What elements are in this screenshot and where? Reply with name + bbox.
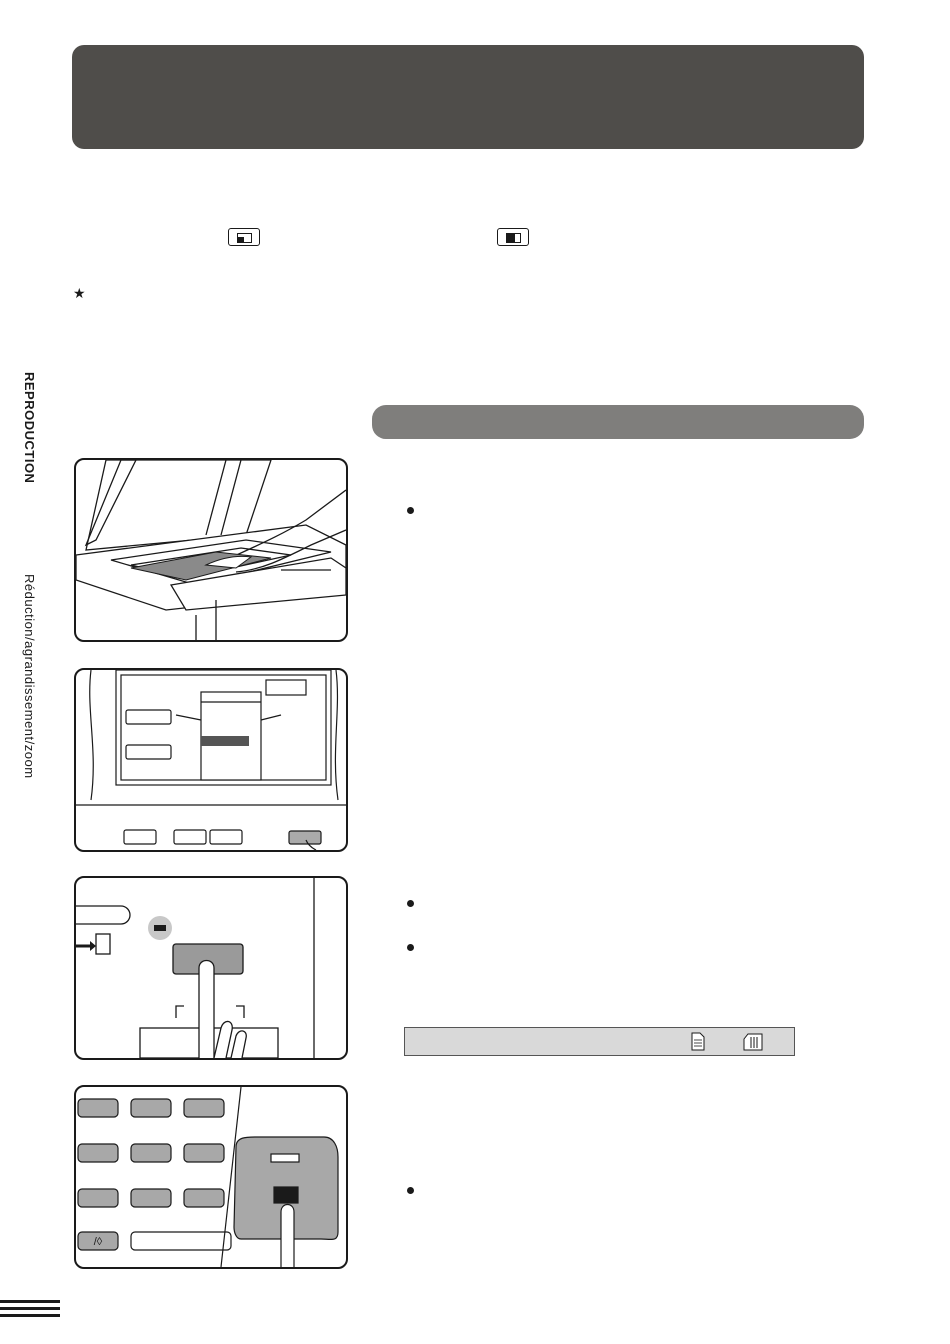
svg-text:/◊: /◊ — [93, 1236, 103, 1248]
copy-stack-icon — [743, 1032, 763, 1051]
sidebar-section-title: REPRODUCTION — [22, 372, 37, 484]
list-bullet — [407, 507, 414, 514]
note-star: ★ — [73, 285, 86, 301]
list-bullet — [407, 944, 414, 951]
illustration-press-key — [74, 876, 348, 1060]
illustration-place-original — [74, 458, 348, 642]
section-header-bar — [372, 405, 864, 439]
sidebar-section-subtitle: Réduction/agrandissement/zoom — [22, 574, 37, 779]
illustration-keypad — [74, 1085, 348, 1269]
list-bullet — [407, 1187, 414, 1194]
list-bullet — [407, 900, 414, 907]
page-edge-marker — [0, 1300, 60, 1321]
copier-glass-drawing — [76, 460, 346, 640]
zoom-key-icon — [497, 228, 529, 246]
message-display-bar — [404, 1027, 795, 1056]
reduce-enlarge-key-icon — [228, 228, 260, 246]
display-drawing — [76, 670, 346, 850]
illustration-display-panel — [74, 668, 348, 852]
keypad-drawing — [76, 1087, 346, 1267]
keypress-drawing — [76, 878, 346, 1058]
document-icon — [691, 1032, 705, 1051]
page-title-bar — [72, 45, 864, 149]
